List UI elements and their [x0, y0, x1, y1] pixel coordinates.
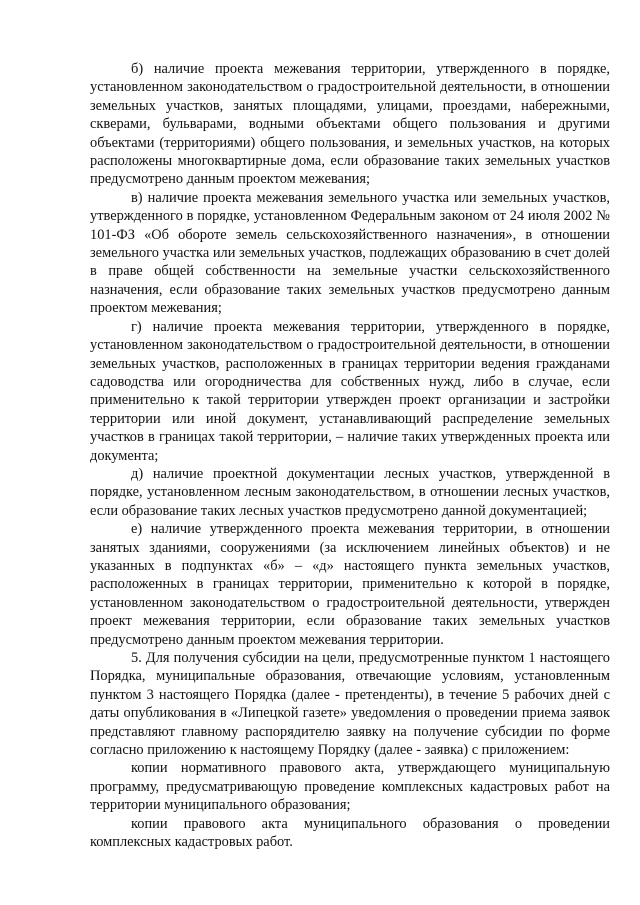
paragraph-item-5: 5. Для получения субсидии на цели, предусмотренные пунктом 1 настоящего Порядка, муниципальные образования, отвечающие условиям, установленным пунктом 3 настоящего Порядка (далее - претенденты), в течение 5 рабочих дней с даты опубликования в «Липецкой газете» уведомления о проведении приема заявок представляют главному распорядителю заявку на получение субсидии по форме согласно приложению к настоящему Порядку (далее - заявка) с приложением: — [90, 650, 610, 759]
paragraph-e: е) наличие утвержденного проекта межевания территории, в отношении занятых зданиями, сооружениями (за исключением линейных объектов) и не указанных в подпунктах «б» – «д» настоящего пункта земельных участков, расположенных в границах территории, применительно к которой в порядке, установленном законодательством о градостроительной деятельности, утвержден проект межевания территории, если образование таких земельных участков предусмотрено данным проектом межевания территории. — [90, 521, 610, 648]
paragraph-d: д) наличие проектной документации лесных участков, утвержденной в порядке, установленном лесным законодательством, в отношении лесных участков, если образование таких лесных участков предусмотрено данной документацией; — [90, 465, 610, 519]
paragraph-v: в) наличие проекта межевания земельного участка или земельных участков, утвержденного в порядке, установленном Федеральным законом от 24 июля 2002 № 101-ФЗ «Об обороте земель сельскохозяйственного назначения», в отношении земельного участка или земельных участков, подлежащих образованию в счет долей в праве общей собственности на земельные участки сельскохозяйственного назначения, если образование таких земельных участков предусмотрено данным проектом межевания; — [90, 189, 610, 317]
paragraph-b: б) наличие проекта межевания территории, утвержденного в порядке, установленном законодательством о градостроительной деятельности, в отношении земельных участков, занятых площадями, улицами, проездами, набережными, скверами, бульварами, водными объектами общего пользования и другими объектами (территориями) общего пользования, и земельных участков, на которых расположены многоквартирные дома, если образование таких земельных участков предусмотрено данным проектом межевания; — [90, 61, 610, 188]
paragraph-attachment-1: копии нормативного правового акта, утверждающего муниципальную программу, предусматривающую проведение комплексных кадастровых работ на территории муниципального образования; — [90, 760, 610, 814]
paragraph-attachment-2: копии правового акта муниципального образования о проведении комплексных кадастровых работ. — [90, 815, 610, 851]
paragraph-g: г) наличие проекта межевания территории, утвержденного в порядке, установленном законодательством о градостроительной деятельности, в отношении земельных участков, расположенных в границах территории ведения гражданами садоводства или огородничества для собственных нужд, либо в случае, если применительно к такой территории утвержден проект организации и застройки территории или иной документ, устанавливающий распределение земельных участков в границах такой территории, – наличие таких утвержденных проекта или документа; — [90, 318, 610, 464]
document-page — [90, 60, 610, 851]
